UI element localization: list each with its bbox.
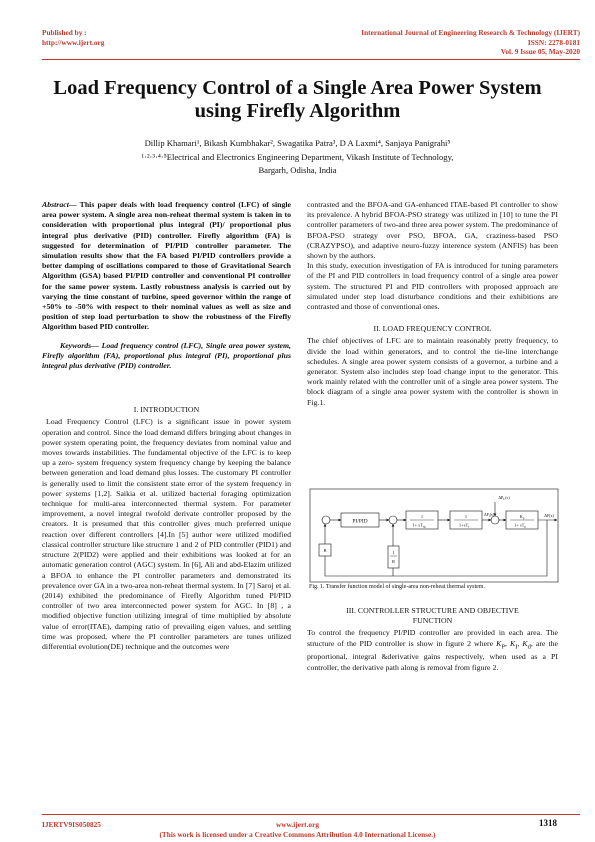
load-change-label: ΔP (498, 495, 504, 500)
header-rule (42, 59, 580, 60)
frequency-deviation-arg: (s) (549, 513, 554, 518)
journal-volume: Vol. 9 Issue 05, May-2020 (500, 47, 580, 56)
keywords-label: Keywords— (60, 340, 99, 350)
generator-denominator: 1+ sT (513, 522, 525, 528)
keywords (42, 341, 291, 372)
generator-numerator: K (519, 514, 523, 519)
turbine-output-subscript: t (488, 514, 490, 518)
section-3 (307, 606, 558, 673)
paper-id: IJERTV9IS050825 (42, 820, 101, 829)
footer-center (0, 820, 595, 840)
kp-symbol: K (496, 638, 502, 648)
sum-junction-1 (322, 516, 330, 524)
keywords-text: Load frequency control (LFC), Single area power system, Firefly algorithm (FA), proportional plus integral (PI), proportional plus integral plus derivative (PID) controller. (42, 340, 291, 371)
affiliation-line-1: ¹·²·³·⁴·⁵Electrical and Electronics Engineering Department, Vikash Institute of Technology, (141, 152, 454, 162)
turbine-numerator: 1 (464, 514, 468, 519)
turbine-output-label: ΔP (484, 512, 489, 517)
load-change-subscript: L (503, 497, 506, 501)
svg-text:1+ sTp (514, 523, 526, 529)
governor-denominator: 1+ sT (412, 522, 423, 528)
governor-numerator: 1 (420, 514, 424, 519)
pi-pid-label: PI/PID (352, 518, 368, 525)
section-3-text: To control the frequency PI/PID controller are provided in each area. The structure of the PID controller is show in figure 2 where $K_P$, $K_I$, $K_d$, are the proportional, integral &derivative gains respectively, when used as a PI controller, the derivative path along is removal from figure 2. (307, 628, 558, 672)
section-3-heading-line-2: FUNCTION (412, 616, 453, 626)
affiliation-line-2: Bargarh, Odisha, India (258, 164, 337, 175)
sum-junction-3 (488, 514, 499, 524)
svg-text:1+ sTsg (412, 523, 426, 529)
published-by-label: Published by : (42, 28, 87, 37)
footer-rule (42, 814, 580, 815)
page-number: 1318 (539, 818, 557, 828)
author-list: Dillip Khamari¹, Bikash Kumbhakar², Swagatika Patra³, D A Laxmi⁴, Sanjaya Panigrahi⁵ (144, 138, 451, 148)
load-change-arg: (s) (505, 495, 510, 500)
droop-numerator: 1 (392, 550, 395, 555)
svg-text:Kp (520, 514, 525, 520)
abstract (42, 200, 291, 333)
figure-caption: Fig. 1. Transfer function model of single-area non-reheat thermal system. (309, 584, 485, 590)
section-2-heading: II. LOAD FREQUENCY CONTROL (373, 324, 492, 334)
left-column (42, 200, 291, 652)
bias-label: B (323, 548, 327, 553)
paper-title: Load Frequency Control of a Single Area Power System using Firefly Algorithm (53, 77, 542, 122)
license-note: (This work is licensed under a Creative Commons Attribution 4.0 International License.) (159, 830, 436, 839)
section-3-text-a: To control the frequency PI/PID controller are provided in each area. The structure of the PID controller is show in figure 2 where (307, 628, 558, 648)
author-affiliation (40, 151, 555, 176)
svg-text:ΔPt(s) (484, 512, 495, 518)
abstract-label: Abstract— (42, 200, 77, 209)
droop-denominator: R (391, 559, 396, 564)
governor-subscript: sg (422, 524, 426, 529)
ki-subscript: I (515, 643, 518, 651)
kp-subscript: P (501, 643, 505, 651)
study-paragraph: In this study, execution investigation of FA is introduced for tuning parameters of the PI and PID controllers in load frequency control of a single area power system. The structured PI and PID controllers with proposed approach are simulated under step load disturbance conditions and their exhibitions are contrasted and those of conventional ones. (307, 261, 558, 312)
kd-subscript: d (527, 643, 531, 651)
sum-junction-2 (389, 516, 397, 524)
section-1-text: Load Frequency Control (LFC) is a significant issue in power system operation and control. Since the load demand differs bringing about changes in power system operating point, the frequency deviates from nominal value and moves towards instabilities. The fundamental objective of the LFC is to keep up a zero- system frequency system frequency change by keeping the balance between generation and load demand plus losses. The customary PI controller is generally used to limit the consistent state error of the system frequency in power systems [1,2]. Saikia et al. utilized bacterial foraging optimization technique for multi-area interconnected thermal system. For parameter improvement, a novel integral twofold derivate controller proposed by the creators. It is presumed that this controller gives much preferred unique reaction over different controllers [4].In [5] author were utilized modified classical controller structure like structure 1 and 2 of PID controller (PID1) and structure 2(PID2) were applied and their exhibitions was looked at for an automatic generation control (AGC) system. In [6], Ali and abd-Elazim utilized a BFOA to enhance the PI controller parameters and demonstrated its prevalence over GA in a two-area non-reheat thermal system. In [7] Saroj et al. (2014) exhibited the predominance of Firefly Algorithm tuned PI/PID controller of two area interconnected power system for AGC. In [8] , a modified objective function utilizing integral of time multiplied by absolute value of error(ITAE), damping ratio of prevailing eigen values, and settling time was proposed, where the PI controller parameters are tunes utilized differential evolution(DE) technique and the outcomes were (42, 417, 291, 651)
turbine-subscript: t (468, 524, 470, 529)
journal-url-link[interactable]: http://www.ijert.org (42, 37, 105, 47)
journal-name: International Journal of Engineering Research & Technology (IJERT) (361, 28, 580, 37)
svg-text:ΔPL(s) (498, 495, 510, 501)
svg-text:1+sTt (459, 523, 469, 529)
ki-symbol: K (510, 638, 516, 648)
section-3-text-b: , are the proportional, integral &derivative gains respectively, when used as a PI controller, the derivative path along is removal from figure 2. (307, 638, 558, 672)
generator-denominator-subscript: p (524, 524, 527, 529)
journal-issn: ISSN: 2278-0181 (527, 37, 580, 47)
turbine-denominator: 1+sT (458, 522, 469, 528)
frequency-deviation-label: ΔF (544, 513, 550, 518)
footer-url-link[interactable]: www.ijert.org (276, 820, 319, 829)
journal-header-left (42, 28, 104, 47)
block-diagram-figure (309, 488, 559, 583)
kd-symbol: K (522, 638, 528, 648)
section-1-heading: I. INTRODUCTION (133, 405, 200, 415)
generator-numerator-subscript: p (522, 516, 525, 520)
right-column (307, 200, 558, 408)
abstract-text: This paper deals with load frequency control (LFC) of single area power system. A single area non-reheat thermal system is taken in to consideration with proportional plus integral (PI)/ proportional plus integral plus derivative (PID) controller. Firefly algorithm (FA) is suggested for determination of PI/PID controller parameter. The simulation results show that the FA based PI/PID controllers provide a better damping of oscillations compared to those of Gravitational Search Algorithm (GSA) based PI/PID controller and conventional PI controller for the same power system. Lastly robustness analysis is carried out by varying the time constant of turbine, speed governor within the range of +50% to -50% with respect to their nominal values as well as size and position of step load perturbation to show the robustness of the Firefly Algorithm based PID controller. (42, 200, 291, 332)
section-3-heading-line-1: III. CONTROLLER STRUCTURE AND OBJECTIVE (346, 606, 519, 615)
intro-continued-text: contrasted and the BFOA-and GA-enhanced ITAE-based PI controller to show its prevalence. A hybrid BFOA-PSO strategy was utilized in [10] to tune the PI controller parameters of two-and three area power system. The predominance of BFOA-PSO strategy over PSO, BFOA, GA, craziness-based PSO (CRAZYPSO), and adaptive neuro-fuzzy interence system (ANFIS) has been shown by the authors. (307, 200, 558, 261)
turbine-output-arg: (s) (489, 512, 494, 517)
journal-header-right (361, 28, 580, 57)
svg-text:ΔF(s) (544, 513, 554, 518)
section-2-text: The chief objectives of LFC are to maintain reasonably pretty frequency, to divide the load within generators, and to control the tie-line interchange schedules. A single area power system consists of a governor, a turbine and a generator. System also includes step load change input to the generator. This work mainly related with the controller unit of a single area power system. The block diagram of a single area power system with the controller is shown in Fig.1. (307, 336, 558, 407)
